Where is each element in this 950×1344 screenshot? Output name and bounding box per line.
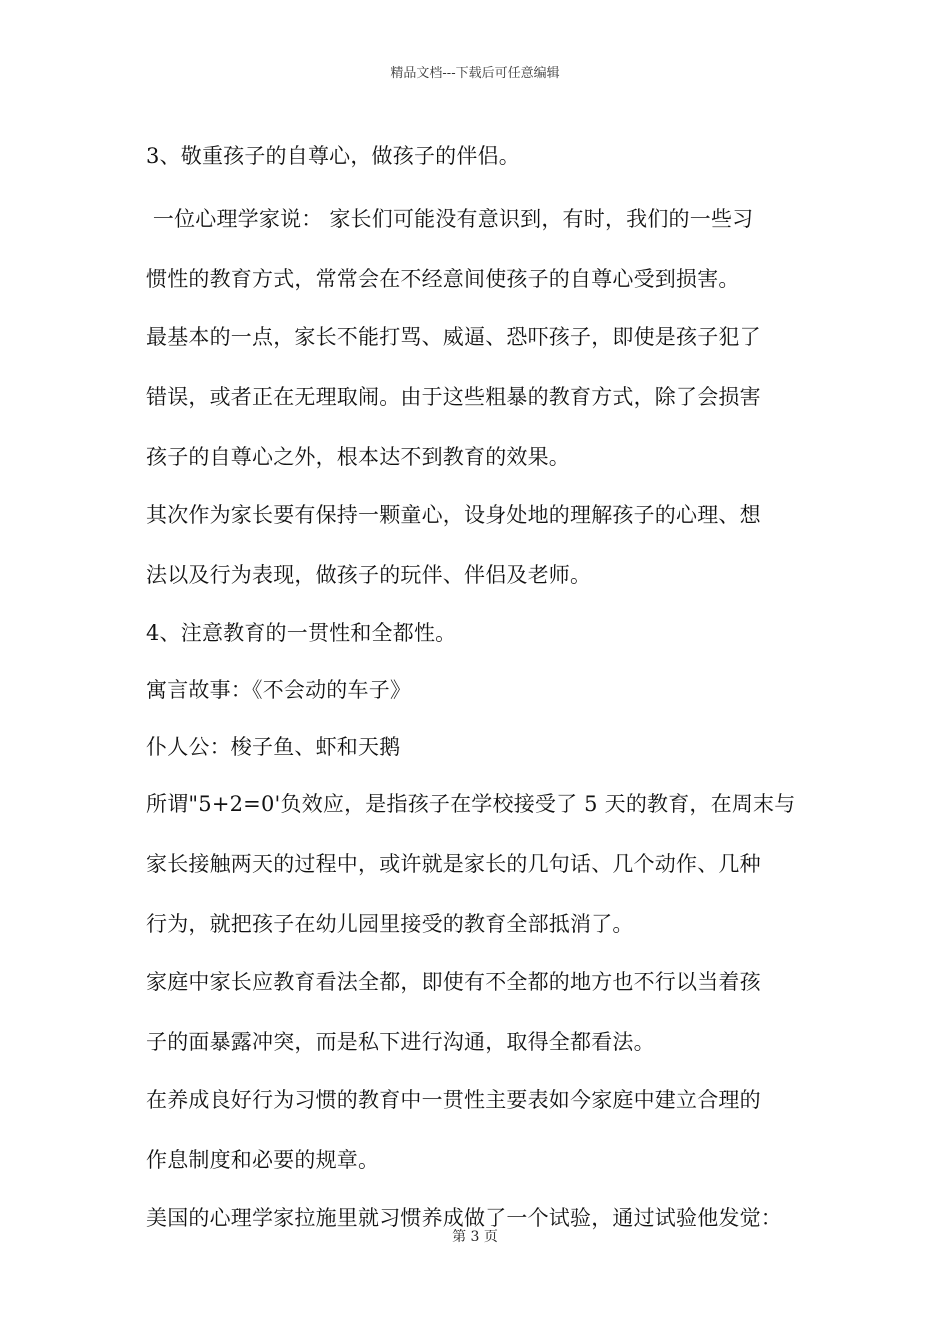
document-body xyxy=(146,130,826,1234)
page-number: 第 3 页 xyxy=(452,1229,498,1245)
paragraph-line: 作息制度和必要的规章。 xyxy=(146,1148,380,1172)
paragraph-line: 最基本的一点，家长不能打骂、威逼、恐吓孩子，即使是孩子犯了 xyxy=(146,325,761,349)
paragraph-line: 子的面暴露冲突，而是私下进行沟通，取得全都看法。 xyxy=(146,1030,655,1054)
paragraph-line: 其次作为家长要有保持一颗童心，设身处地的理解孩子的心理、想 xyxy=(146,503,761,527)
paragraph-line: 仆人公：梭子鱼、虾和天鹅 xyxy=(146,735,401,759)
paragraph-line: 行为，就把孩子在幼儿园里接受的教育全部抵消了。 xyxy=(146,912,634,936)
paragraph-line: 家长接触两天的过程中，或许就是家长的几句话、几个动作、几种 xyxy=(146,852,761,876)
paragraph-line: 一位心理学家说： 家长们可能没有意识到，有时，我们的一些习 xyxy=(146,207,754,231)
paragraph-line: 家庭中家长应教育看法全都，即使有不全都的地方也不行以当着孩 xyxy=(146,970,761,994)
section-heading-4: 4、注意教育的一贯性和全都性。 xyxy=(146,621,457,645)
paragraph-line: 错误，或者正在无理取闹。由于这些粗暴的教育方式，除了会损害 xyxy=(146,385,761,409)
section-heading-3: 3、敬重孩子的自尊心，做孩子的伴侣。 xyxy=(146,144,520,168)
paragraph-line: 法以及行为表现，做孩子的玩伴、伴侣及老师。 xyxy=(146,563,592,587)
paragraph-line: 在养成良好行为习惯的教育中一贯性主要表如今家庭中建立合理的 xyxy=(146,1088,761,1112)
paragraph-line: 美国的心理学家拉施里就习惯养成做了一个试验，通过试验他发觉： xyxy=(146,1206,782,1230)
paragraph-line: 孩子的自尊心之外，根本达不到教育的效果。 xyxy=(146,445,570,469)
page-header: 精品文档---下载后可任意编辑 xyxy=(390,66,560,81)
paragraph-line: 所谓"5+2=0'负效应，是指孩子在学校接受了 5 天的教育，在周末与 xyxy=(146,792,796,816)
paragraph-line: 寓言故事：《不会动的车子》 xyxy=(146,678,412,702)
paragraph-line: 惯性的教育方式，常常会在不经意间使孩子的自尊心受到损害。 xyxy=(146,267,740,291)
